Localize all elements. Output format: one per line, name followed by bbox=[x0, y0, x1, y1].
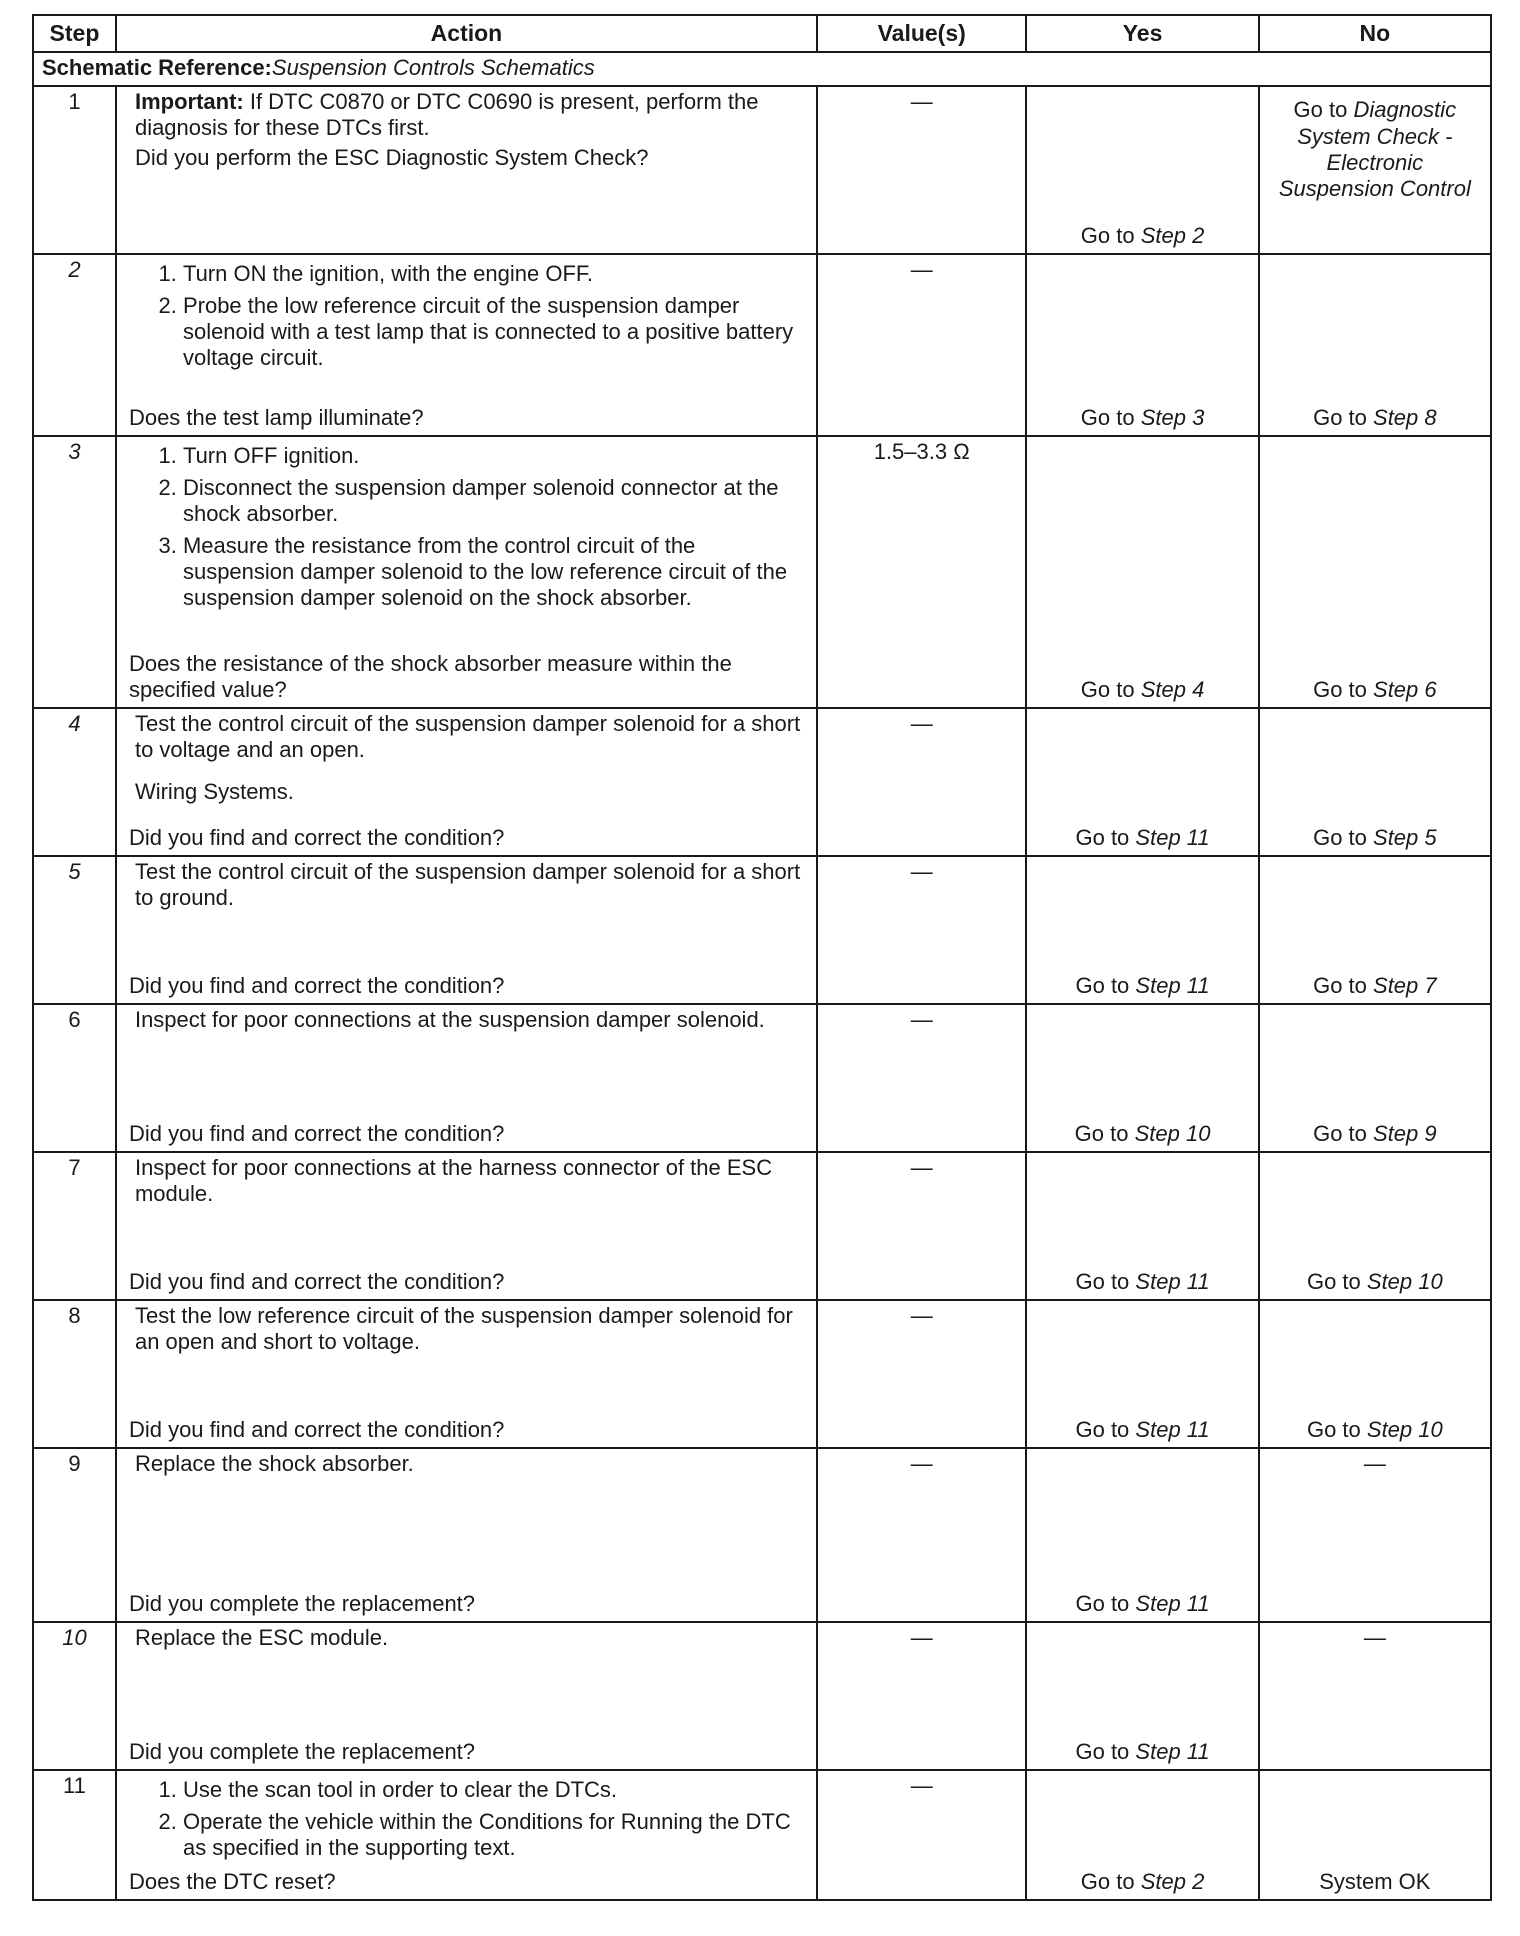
action-text: Replace the shock absorber. bbox=[134, 1451, 414, 1477]
step-question: Did you find and correct the condition? bbox=[128, 1417, 505, 1443]
step-no: — bbox=[1259, 1448, 1491, 1622]
yes-step-link[interactable]: Step 11 bbox=[1135, 1269, 1210, 1295]
step-action bbox=[116, 1152, 817, 1300]
step-number: 7 bbox=[33, 1152, 116, 1300]
step-action bbox=[116, 1300, 817, 1448]
diagnostic-sheet bbox=[32, 14, 1492, 1901]
goto-text: Go to bbox=[1313, 405, 1367, 431]
step-value: — bbox=[817, 1622, 1026, 1770]
step-yes bbox=[1026, 1448, 1258, 1622]
important-text: If DTC C0870 or DTC C0690 is present, perform the diagnosis for these DTCs first. bbox=[134, 89, 759, 141]
header-action: Action bbox=[116, 15, 817, 52]
yes-step-link[interactable]: Step 11 bbox=[1135, 1417, 1210, 1443]
step-action bbox=[116, 254, 817, 436]
step-question: Did you complete the replacement? bbox=[128, 1739, 476, 1765]
step-value: — bbox=[817, 856, 1026, 1004]
table-row bbox=[33, 1448, 1491, 1622]
step-yes bbox=[1026, 856, 1258, 1004]
no-step-link[interactable]: Step 7 bbox=[1373, 973, 1437, 999]
yes-step-link[interactable]: Step 2 bbox=[1140, 1869, 1205, 1895]
yes-step-link[interactable]: Step 11 bbox=[1135, 1739, 1210, 1765]
action-item: 2. Probe the low reference circuit of the suspension damper solenoid with a test lamp that is connected to a positive battery voltage circuit. bbox=[183, 293, 808, 371]
diagnostic-table bbox=[32, 14, 1492, 1901]
yes-step-link[interactable]: Step 11 bbox=[1135, 825, 1210, 851]
step-number: 3 bbox=[33, 436, 116, 708]
action-item: 1. Turn OFF ignition. bbox=[183, 443, 808, 469]
goto-text: Go to bbox=[1080, 677, 1135, 703]
goto-text: Go to bbox=[1074, 1121, 1129, 1147]
table-row bbox=[33, 1300, 1491, 1448]
action-text: Test the control circuit of the suspension damper solenoid for a short to voltage and an open. bbox=[134, 711, 801, 763]
action-text: Replace the ESC module. bbox=[134, 1625, 389, 1651]
yes-step-link[interactable]: Step 2 bbox=[1140, 223, 1205, 249]
step-yes bbox=[1026, 86, 1258, 254]
step-value: — bbox=[817, 1300, 1026, 1448]
goto-text: Go to bbox=[1075, 825, 1130, 851]
system-ok-text: System OK bbox=[1319, 1869, 1431, 1895]
table-row bbox=[33, 708, 1491, 856]
goto-text: Go to bbox=[1075, 1739, 1130, 1765]
step-action bbox=[116, 1622, 817, 1770]
step-question: Did you find and correct the condition? bbox=[128, 1121, 505, 1147]
yes-step-link[interactable]: Step 4 bbox=[1140, 677, 1205, 703]
goto-text: Go to bbox=[1075, 1591, 1130, 1617]
step-number: 8 bbox=[33, 1300, 116, 1448]
step-value: — bbox=[817, 1004, 1026, 1152]
goto-text: Go to bbox=[1306, 1417, 1361, 1443]
goto-text: Go to bbox=[1293, 97, 1348, 123]
goto-text: Go to bbox=[1313, 1121, 1367, 1147]
step-question: Did you find and correct the condition? bbox=[128, 1269, 505, 1295]
step-yes bbox=[1026, 708, 1258, 856]
step-question: Did you complete the replacement? bbox=[128, 1591, 476, 1617]
goto-text: Go to bbox=[1080, 405, 1135, 431]
schematic-reference-link[interactable]: Suspension Controls Schematics bbox=[271, 55, 595, 81]
step-question: Does the resistance of the shock absorber measure within the specified value? bbox=[128, 651, 732, 703]
step-no bbox=[1259, 1152, 1491, 1300]
yes-step-link[interactable]: Step 11 bbox=[1135, 973, 1210, 999]
table-row bbox=[33, 86, 1491, 254]
header-step: Step bbox=[33, 15, 116, 52]
step-action bbox=[116, 708, 817, 856]
step-no bbox=[1259, 436, 1491, 708]
step-number: 1 bbox=[33, 86, 116, 254]
goto-text: Go to bbox=[1080, 223, 1135, 249]
header-row bbox=[33, 15, 1491, 52]
step-no bbox=[1259, 1004, 1491, 1152]
step-number: 5 bbox=[33, 856, 116, 1004]
goto-text: Go to bbox=[1306, 1269, 1361, 1295]
step-value: — bbox=[817, 1448, 1026, 1622]
step-value: — bbox=[817, 708, 1026, 856]
step-action bbox=[116, 86, 817, 254]
step-value: — bbox=[817, 1152, 1026, 1300]
step-value: — bbox=[817, 254, 1026, 436]
no-step-link[interactable]: Step 5 bbox=[1373, 825, 1437, 851]
table-row bbox=[33, 1770, 1491, 1900]
step-action bbox=[116, 1770, 817, 1900]
no-diagnostic-link[interactable]: Diagnostic System Check - Electronic Suspension Control bbox=[1278, 97, 1471, 202]
header-values: Value(s) bbox=[817, 15, 1026, 52]
step-value: — bbox=[817, 86, 1026, 254]
step-yes bbox=[1026, 1622, 1258, 1770]
yes-step-link[interactable]: Step 3 bbox=[1140, 405, 1205, 431]
yes-step-link[interactable]: Step 11 bbox=[1135, 1591, 1210, 1617]
step-value: 1.5–3.3 Ω bbox=[817, 436, 1026, 708]
yes-step-link[interactable]: Step 10 bbox=[1134, 1121, 1211, 1147]
step-yes bbox=[1026, 1004, 1258, 1152]
step-no bbox=[1259, 254, 1491, 436]
step-number: 2 bbox=[33, 254, 116, 436]
no-step-link[interactable]: Step 10 bbox=[1366, 1269, 1443, 1295]
no-step-link[interactable]: Step 10 bbox=[1366, 1417, 1443, 1443]
step-no bbox=[1259, 1770, 1491, 1900]
goto-text: Go to bbox=[1313, 973, 1367, 999]
step-yes bbox=[1026, 1300, 1258, 1448]
step-no bbox=[1259, 86, 1491, 254]
no-step-link[interactable]: Step 8 bbox=[1373, 405, 1437, 431]
table-row bbox=[33, 1004, 1491, 1152]
action-text: Inspect for poor connections at the suspension damper solenoid. bbox=[134, 1007, 765, 1033]
step-number: 10 bbox=[33, 1622, 116, 1770]
action-text: Test the control circuit of the suspension damper solenoid for a short to ground. bbox=[134, 859, 801, 911]
table-row bbox=[33, 436, 1491, 708]
header-yes: Yes bbox=[1026, 15, 1258, 52]
step-number: 4 bbox=[33, 708, 116, 856]
no-step-link[interactable]: Step 6 bbox=[1373, 677, 1437, 703]
no-step-link[interactable]: Step 9 bbox=[1373, 1121, 1437, 1147]
step-no bbox=[1259, 708, 1491, 856]
action-item: 1. Use the scan tool in order to clear the DTCs. bbox=[183, 1777, 808, 1803]
action-text: Inspect for poor connections at the harness connector of the ESC module. bbox=[134, 1155, 773, 1207]
step-value: — bbox=[817, 1770, 1026, 1900]
step-action bbox=[116, 856, 817, 1004]
step-number: 11 bbox=[33, 1770, 116, 1900]
step-no: — bbox=[1259, 1622, 1491, 1770]
step-question: Does the test lamp illuminate? bbox=[128, 405, 424, 431]
step-yes bbox=[1026, 1152, 1258, 1300]
action-item: 3. Measure the resistance from the control circuit of the suspension damper solenoid to the low reference circuit of the suspension damper solenoid on the shock absorber. bbox=[183, 533, 808, 611]
goto-text: Go to bbox=[1313, 677, 1367, 703]
step-no bbox=[1259, 856, 1491, 1004]
schematic-reference-row bbox=[33, 52, 1491, 86]
table-row bbox=[33, 856, 1491, 1004]
step-action bbox=[116, 1448, 817, 1622]
action-item: 2. Disconnect the suspension damper solenoid connector at the shock absorber. bbox=[183, 475, 808, 527]
action-item: 2. Operate the vehicle within the Conditions for Running the DTC as specified in the supporting text. bbox=[183, 1809, 808, 1861]
goto-text: Go to bbox=[1313, 825, 1367, 851]
goto-text: Go to bbox=[1080, 1869, 1135, 1895]
step-action bbox=[116, 1004, 817, 1152]
step-question: Did you perform the ESC Diagnostic System Check? bbox=[134, 145, 649, 171]
table-row bbox=[33, 1152, 1491, 1300]
action-note: Wiring Systems. bbox=[134, 779, 294, 805]
schematic-reference-label: Schematic Reference: bbox=[42, 55, 272, 81]
goto-text: Go to bbox=[1075, 1417, 1130, 1443]
step-no bbox=[1259, 1300, 1491, 1448]
step-question: Does the DTC reset? bbox=[128, 1869, 336, 1895]
step-yes bbox=[1026, 436, 1258, 708]
goto-text: Go to bbox=[1075, 973, 1130, 999]
step-yes bbox=[1026, 1770, 1258, 1900]
header-no: No bbox=[1259, 15, 1491, 52]
goto-text: Go to bbox=[1075, 1269, 1130, 1295]
step-yes bbox=[1026, 254, 1258, 436]
step-question: Did you find and correct the condition? bbox=[128, 825, 505, 851]
step-number: 9 bbox=[33, 1448, 116, 1622]
action-text: Test the low reference circuit of the suspension damper solenoid for an open and short to voltage. bbox=[134, 1303, 793, 1355]
step-number: 6 bbox=[33, 1004, 116, 1152]
table-row bbox=[33, 1622, 1491, 1770]
table-row bbox=[33, 254, 1491, 436]
step-question: Did you find and correct the condition? bbox=[128, 973, 505, 999]
important-label: Important: bbox=[134, 89, 244, 115]
action-item: 1. Turn ON the ignition, with the engine OFF. bbox=[183, 261, 808, 287]
step-action bbox=[116, 436, 817, 708]
